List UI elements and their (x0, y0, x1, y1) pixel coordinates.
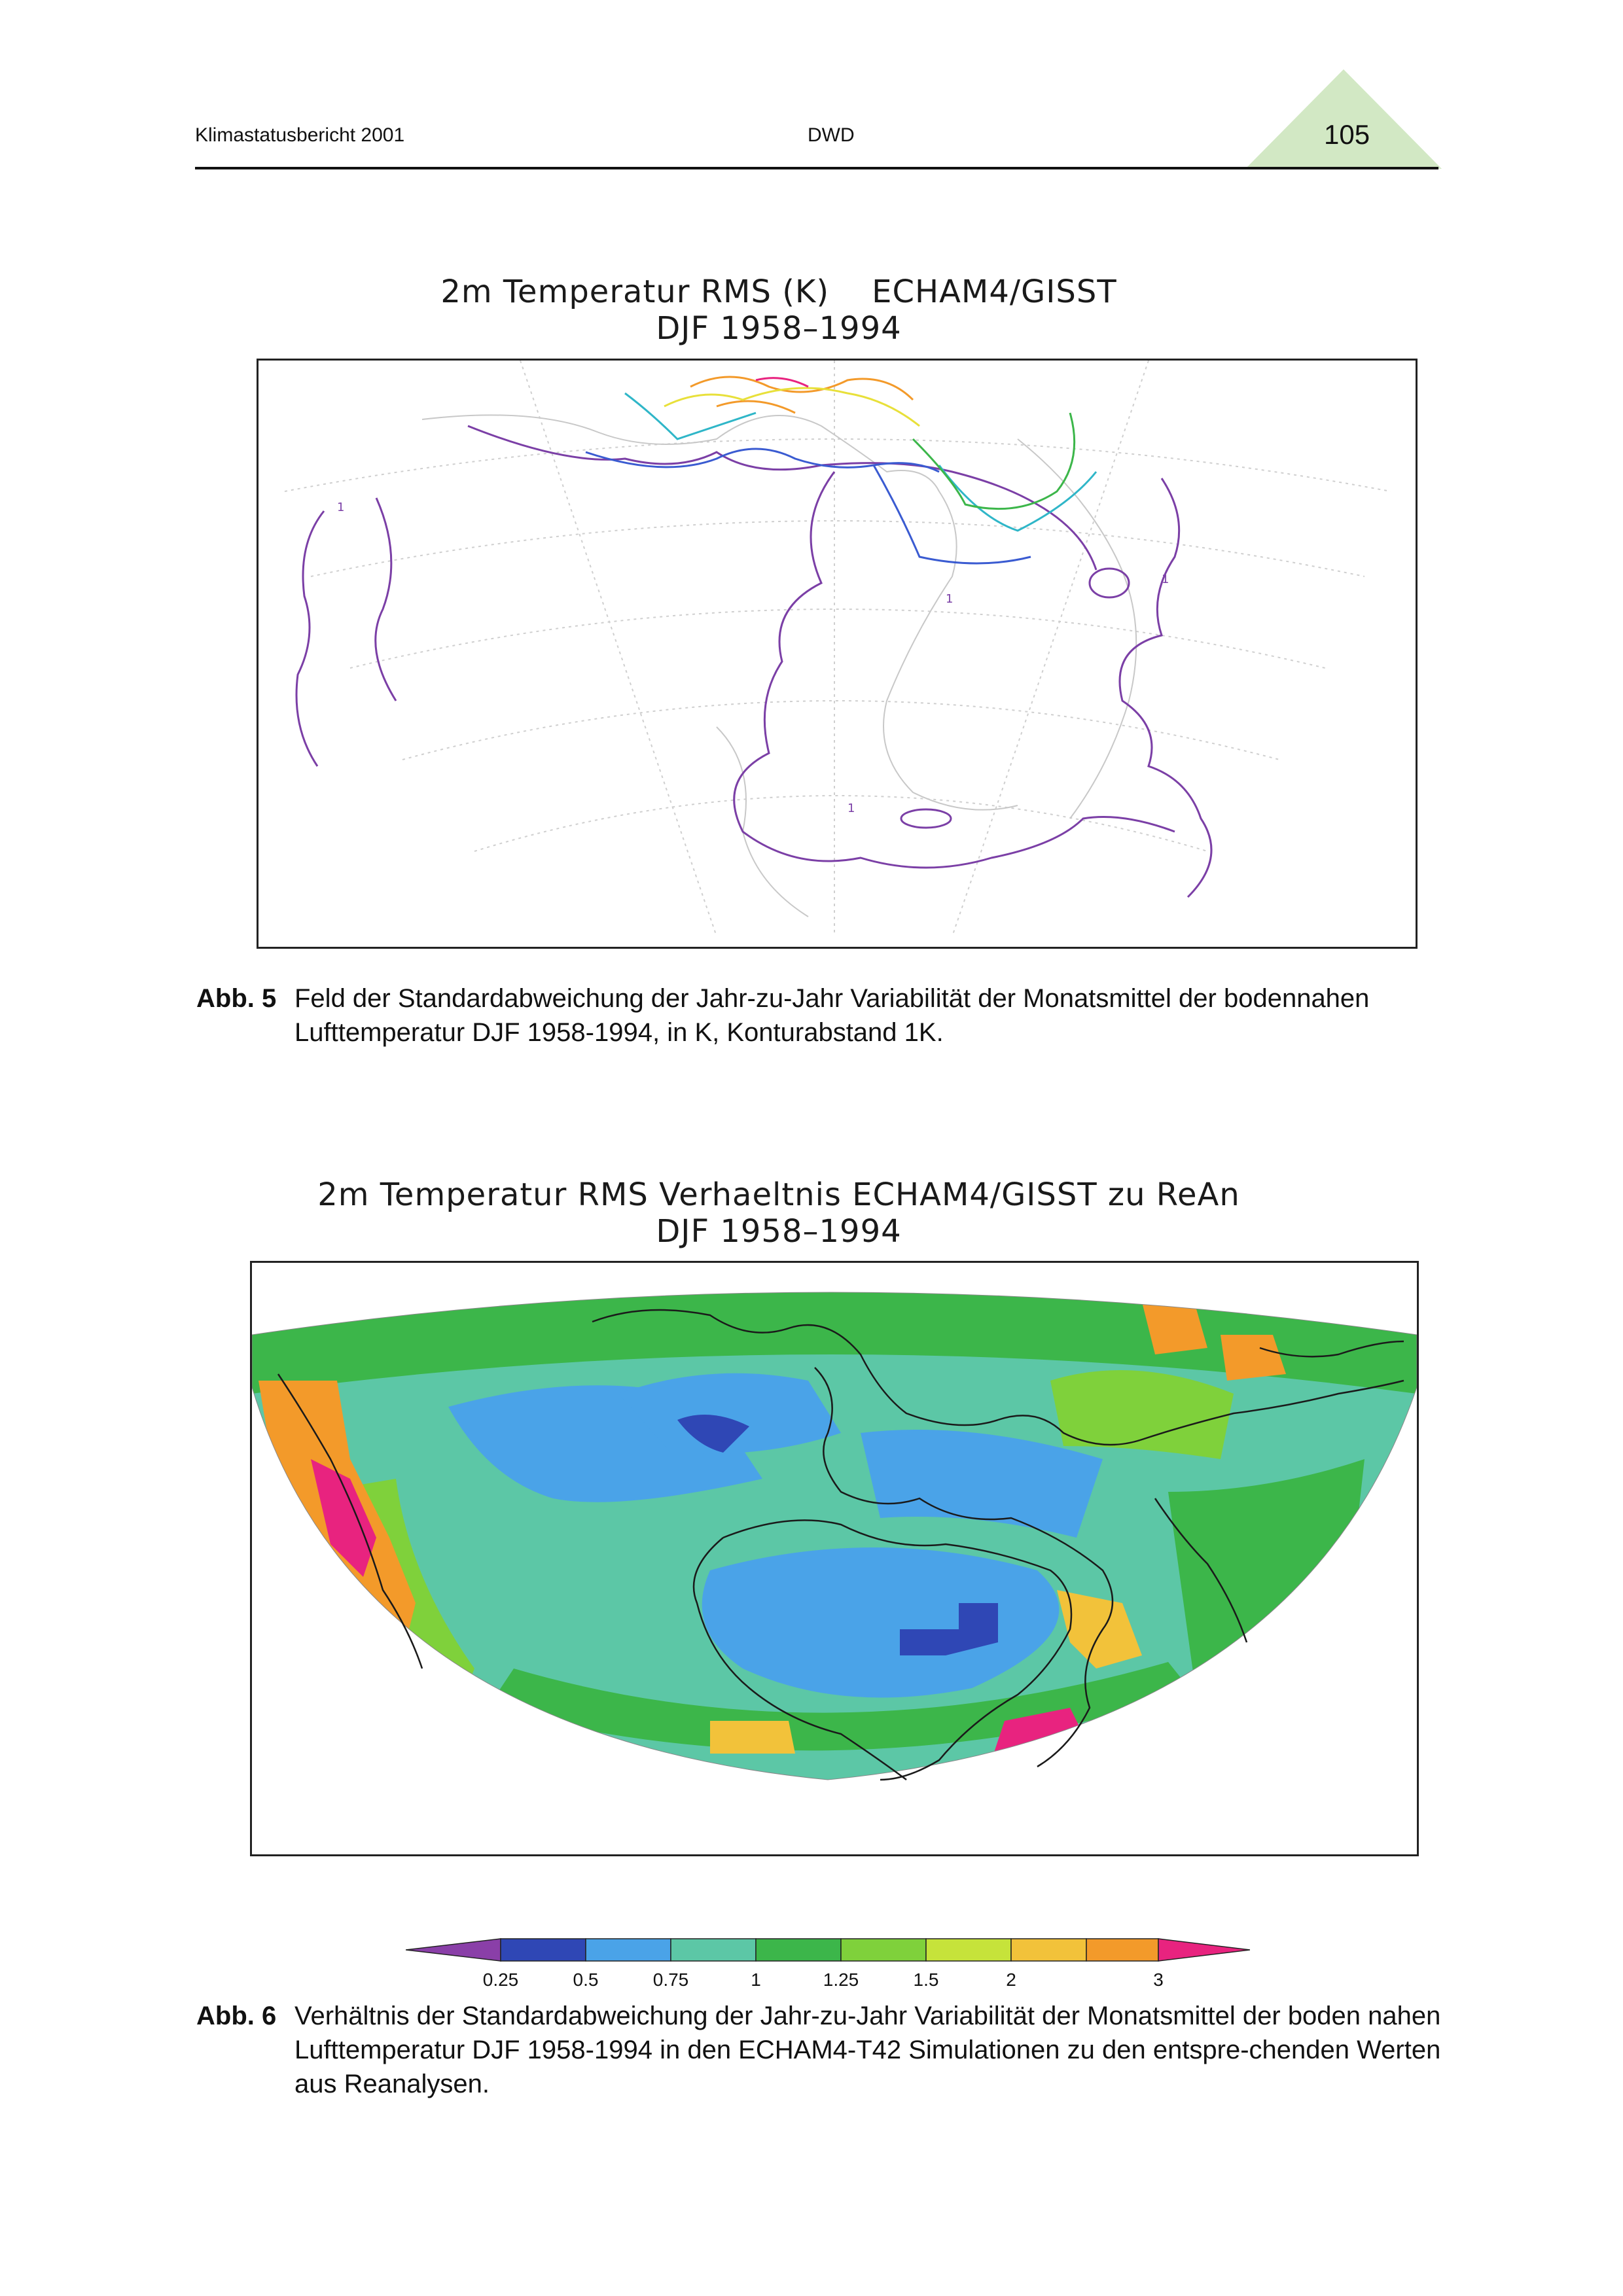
colorbar-tick-label: 1 (751, 1969, 761, 1990)
figure2-ratio-map (250, 1261, 1419, 1856)
figure1-title (262, 274, 1296, 347)
colorbar-segment (926, 1939, 1011, 1961)
colorbar-segment (756, 1939, 841, 1961)
caption-abb6-text: Verhältnis der Standardabweichung der Jahr-zu-Jahr Variabilität der Monatsmittel der boden nahen Lufttemperatur DJF 1958-1994 in den ECHAM4-T42 Simulationen zu den entspre-chenden Werten aus Reanalysen. (294, 2002, 1441, 2098)
contour-label: 1 (337, 501, 345, 514)
contour-label: 1 (847, 802, 855, 815)
colorbar (406, 1937, 1250, 1963)
figure2-title-line2: DJF 1958–1994 (656, 1213, 902, 1250)
colorbar-tick-label: 1.5 (913, 1969, 939, 1990)
contour-label: 1 (946, 592, 954, 606)
figure2-map-svg (252, 1263, 1417, 1854)
caption-abb5-text: Feld der Standardabweichung der Jahr-zu-Jahr Variabilität der Monatsmittel der bodennahen Lufttemperatur DJF 1958-1994, in K, Konturabstand 1K. (294, 984, 1370, 1047)
colorbar-labels (406, 1969, 1250, 1992)
header-publisher: DWD (808, 124, 855, 146)
figure1-title-line2: DJF 1958–1994 (656, 310, 902, 347)
colorbar-segment (586, 1939, 671, 1961)
contour-label: 1 (1162, 573, 1169, 586)
colorbar-segment (841, 1939, 926, 1961)
caption-abb5-label: Abb. 5 (196, 984, 277, 1013)
colorbar-tick-label: 0.75 (652, 1969, 689, 1990)
caption-abb6-label: Abb. 6 (196, 2002, 277, 2030)
colorbar-tick-label: 2 (1006, 1969, 1016, 1990)
colorbar-segment (1011, 1939, 1086, 1961)
page-number: 105 (1324, 119, 1370, 150)
colorbar-segment (671, 1939, 756, 1961)
colorbar-segment (501, 1939, 586, 1961)
figure1-map-svg (259, 361, 1416, 947)
colorbar-segment (406, 1939, 501, 1961)
colorbar-tick-label: 1.25 (823, 1969, 859, 1990)
page-header (195, 118, 1438, 170)
figure1-contour-map (257, 359, 1418, 949)
colorbar-tick-label: 3 (1153, 1969, 1164, 1990)
colorbar-segment (1086, 1939, 1158, 1961)
colorbar-tick-label: 0.25 (482, 1969, 519, 1990)
header-rule (195, 167, 1438, 169)
figure2-title (262, 1176, 1296, 1250)
colorbar-tick-label: 0.5 (573, 1969, 599, 1990)
header-report-title: Klimastatusbericht 2001 (195, 124, 405, 146)
figure1-title-line1: 2m Temperatur RMS (K) ECHAM4/GISST (440, 274, 1117, 310)
figure2-title-line1: 2m Temperatur RMS Verhaeltnis ECHAM4/GISST zu ReAn (317, 1176, 1240, 1213)
colorbar-segment (1158, 1939, 1250, 1961)
